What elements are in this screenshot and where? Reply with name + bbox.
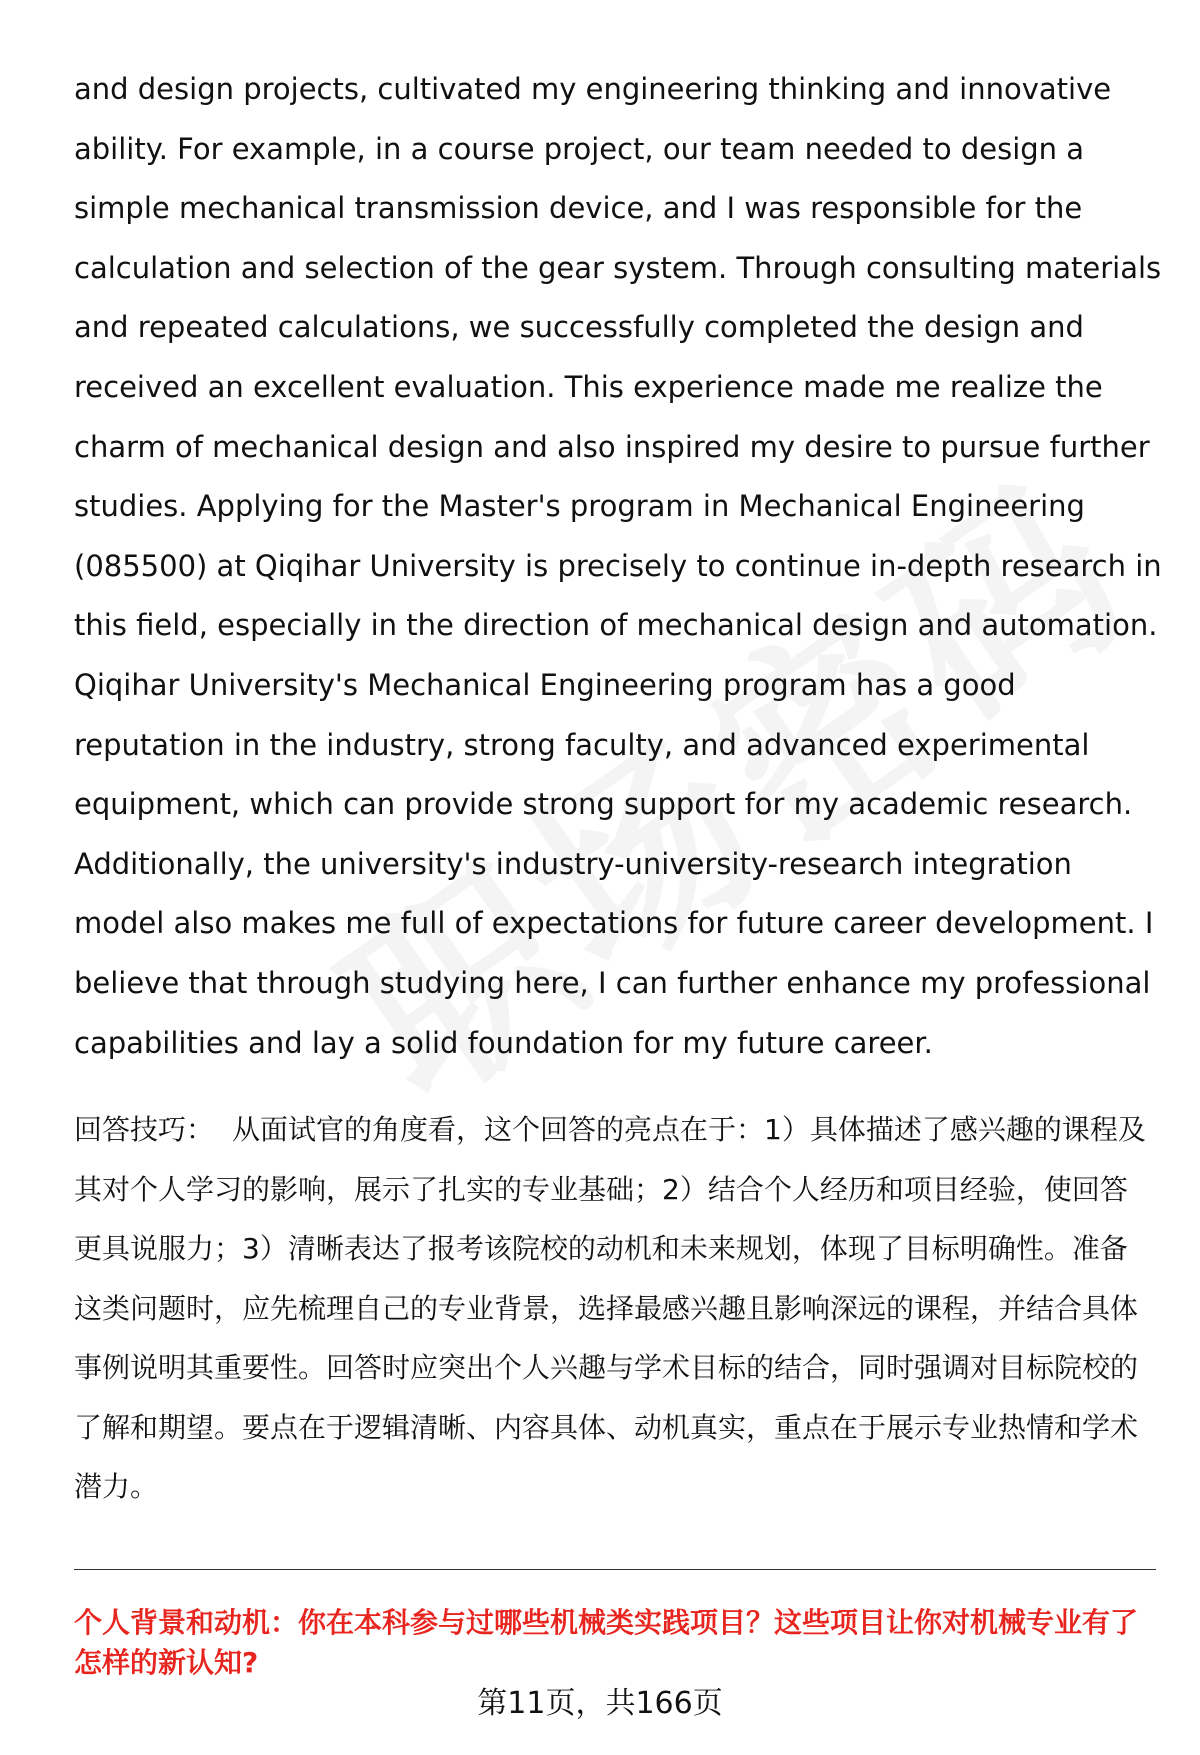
- next-question-heading: 个人背景和动机：你在本科参与过哪些机械类实践项目？这些项目让你对机械专业有了怎样的新认知?: [74, 1606, 1139, 1679]
- tips-label: 回答技巧：: [74, 1113, 215, 1146]
- tips-text: 从面试官的角度看，这个回答的亮点在于：1）具体描述了感兴趣的课程及其对个人学习的影响，展示了扎实的专业基础；2）结合个人经历和项目经验，使回答更具说服力；3）清晰表达了报考该院校的动机和未来规划，体现了目标明确性。准备这类问题时，应先梳理自己的专业背景，选择最感兴趣且影响深远的课程，并结合具体事例说明其重要性。回答时应突出个人兴趣与学术目标的结合，同时强调对目标院校的了解和期望。要点在于逻辑清晰、内容具体、动机真实，重点在于展示专业热情和学术潜力。: [74, 1113, 1146, 1503]
- section-divider: [74, 1569, 1156, 1570]
- answer-tips-paragraph: [74, 1100, 1154, 1517]
- page-number: 第11页，共166页: [477, 1686, 723, 1721]
- answer-paragraph: and design projects, cultivated my engineering thinking and innovative ability. For example, in a course project, our team needed to design a simple mechanical transmission device, and I was responsible for the calculation and selection of the gear system. Through consulting materials and repeated calculations, we successfully completed the design and received an excellent evaluation. This experience made me realize the charm of mechanical design and also inspired my desire to pursue further studies. Applying for the Master's program in Mechanical Engineering (085500) at Qiqihar University is precisely to continue in-depth research in this field, especially in the direction of mechanical design and automation. Qiqihar University's Mechanical Engineering program has a good reputation in the industry, strong faculty, and advanced experimental equipment, which can provide strong support for my academic research. Additionally, the university's industry-university-research integration model also makes me full of expectations for future career development. I believe that through studying here, I can further enhance my professional capabilities and lay a solid foundation for my future career.: [74, 72, 1162, 1060]
